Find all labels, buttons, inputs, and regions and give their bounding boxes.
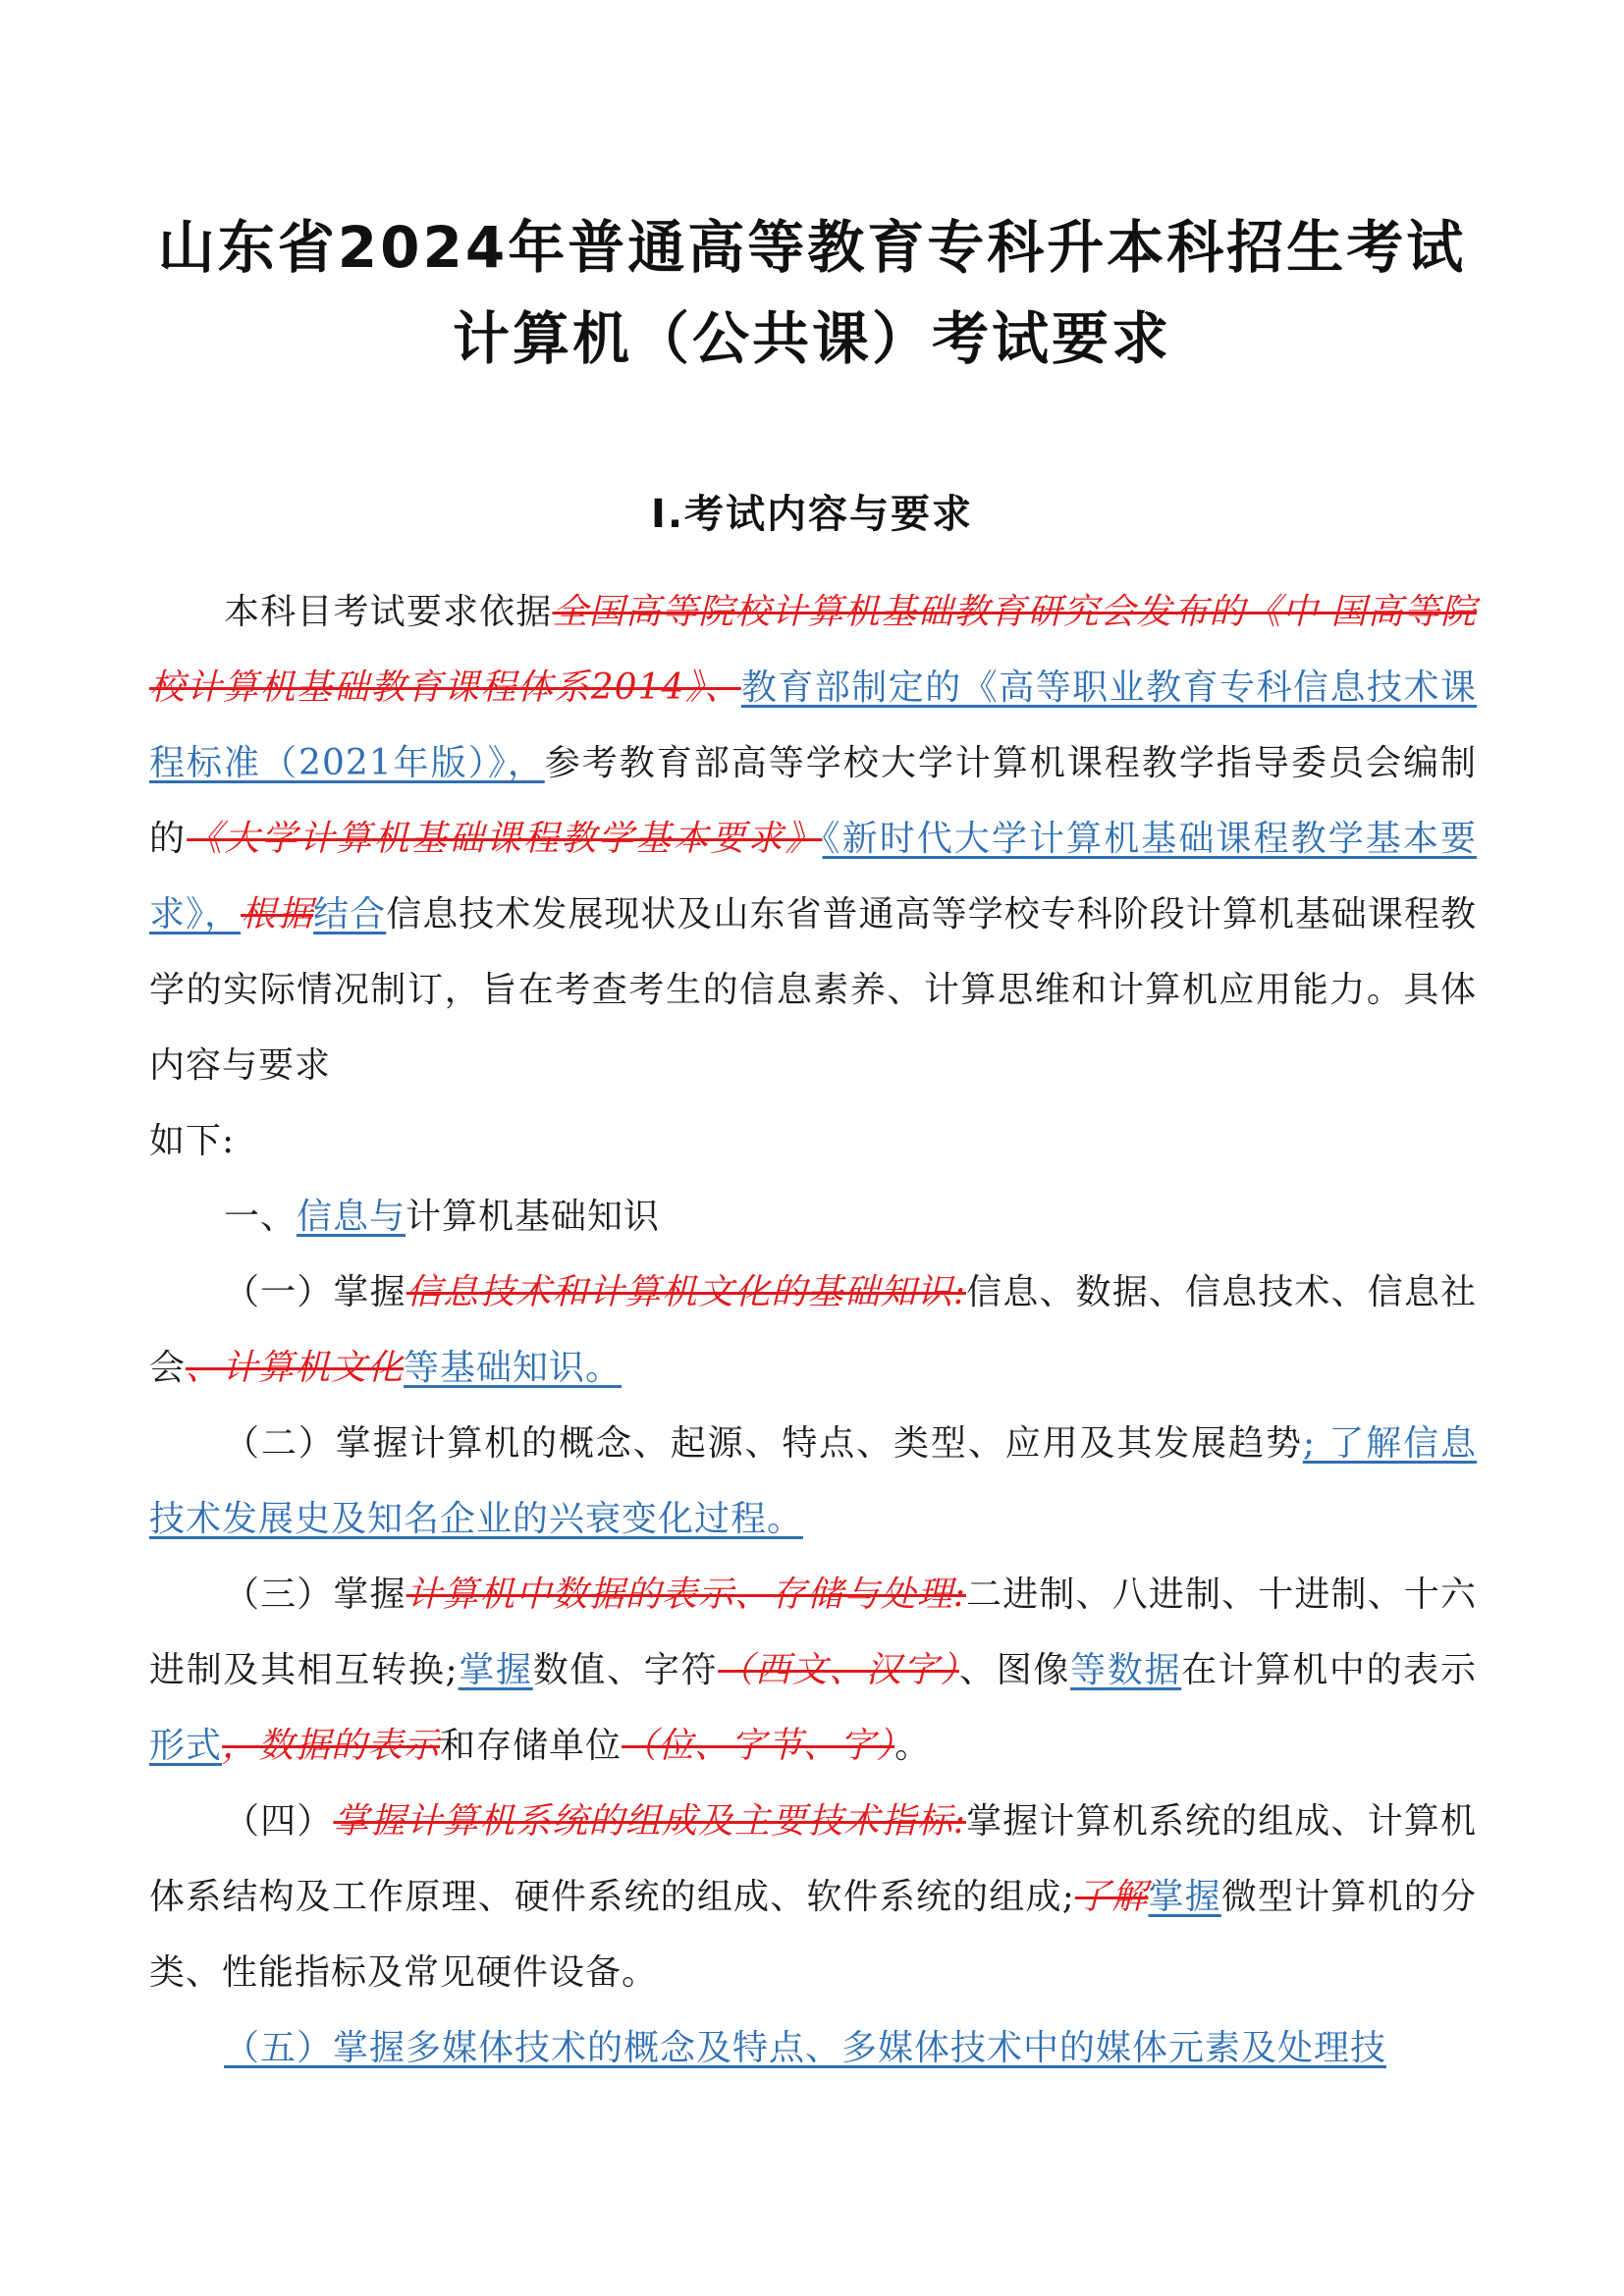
deleted-text: ，数据的表示 [222,1726,441,1766]
plain-text: 。 [894,1726,932,1766]
plain-text: 、图像 [959,1650,1071,1690]
section-1-heading [149,1179,1477,1255]
plain-text: 和存储单位 [440,1726,623,1766]
plain-text: 掌握计算机系统的组成、计算机体系结构及工作原理、硬件系统的组成、软件系统的组成; [149,1801,1477,1917]
item-5-paragraph [149,2010,1477,2086]
inserted-text: 信息与 [297,1197,406,1237]
plain-text: 在计算机中的表示 [1181,1650,1477,1690]
plain-text: （四） [224,1801,334,1842]
inserted-text: （五）掌握多媒体技术的概念及特点、多媒体技术中的媒体元素及处理技 [224,2028,1387,2068]
deleted-text: 全国高等院校计算机基础教育研究会发布的《中 国高等院校计算机基础教育课程体系2014》、 [149,592,1477,708]
plain-text: 一、 [224,1197,298,1237]
plain-text: 二进制、八进制、十进制、十六进制及其相互转换; [149,1575,1477,1690]
inserted-text: 掌握 [1148,1877,1221,1917]
plain-text: 参考教育部高等学校大学计算机课程教学指导委员会编制的 [149,743,1477,859]
deleted-text: 信息技术和计算机文化的基础知识: [406,1272,966,1312]
deleted-text: 《大学计算机基础课程教学基本要求》 [187,819,823,859]
inserted-text: 掌握 [458,1650,533,1690]
item-2-paragraph [149,1406,1477,1557]
intro-continuation: 如下: [149,1121,236,1161]
plain-text: 计算机基础知识 [406,1197,661,1237]
plain-text: 微型计算机的分类、性能指标及常见硬件设备。 [149,1877,1477,1993]
inserted-text: 等基础知识。 [404,1348,623,1388]
inserted-text: 形式 [149,1726,223,1766]
plain-text: （一）掌握 [224,1272,406,1312]
section-heading: Ⅰ.考试内容与要求 [650,492,974,537]
document-title-line-1: 山东省2024年普通高等教育专科升本科招生考试 [157,214,1467,281]
deleted-text: 根据 [241,894,314,934]
item-1-paragraph [149,1255,1477,1406]
deleted-text: （位、字节、字） [622,1726,895,1766]
item-3-paragraph [149,1557,1477,1784]
inserted-text: 《新时代大学计算机基础课程教学基本要求》， [149,819,1477,934]
plain-text: （三）掌握 [224,1575,406,1615]
document-body [149,574,1477,2086]
inserted-text: ; 了解信息技术发展史及知名企业的兴衰变化过程。 [149,1423,1477,1539]
plain-text: 本科目考试要求依据 [224,592,553,632]
inserted-text: 教育部制定的《高等职业教育专科信息技术课程标准（2021年版）》， [149,667,1477,783]
inserted-text: 结合 [313,894,387,934]
item-4-paragraph [149,1784,1477,2010]
deleted-text: （西文、汉字） [718,1650,959,1690]
document-title-line-2: 计算机（公共课）考试要求 [452,305,1171,372]
deleted-text: 计算机中数据的表示、存储与处理: [406,1575,966,1615]
plain-text: 信息技术发展现状及山东省普通高等学校专科阶段计算机基础课程教学的实际情况制订，旨在考查考生的信息素养、计算思维和计算机应用能力。具体内容与要求 [149,894,1477,1086]
plain-text: 数值、字符 [532,1650,719,1690]
deleted-text: 了解 [1074,1877,1149,1917]
plain-text: （二）掌握计算机的概念、起源、特点、类型、应用及其发展趋势 [224,1423,1303,1464]
inserted-text: 等数据 [1070,1650,1182,1690]
intro-paragraph [149,574,1477,1103]
plain-text: 信息、数据、信息技术、信息社会 [149,1272,1477,1388]
deleted-text: 、计算机文化 [186,1348,405,1388]
deleted-text: 掌握计算机系统的组成及主要技术指标: [333,1801,966,1842]
